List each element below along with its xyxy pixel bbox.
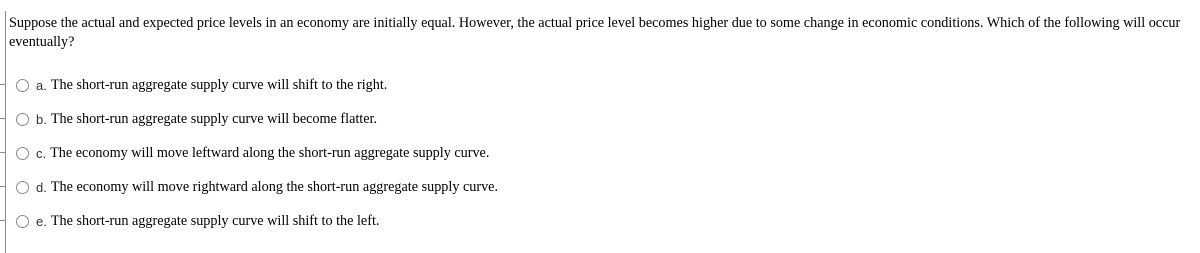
option-a[interactable] (16, 68, 498, 102)
option-text[interactable]: The short-run aggregate supply curve will shift to the right. (50, 76, 388, 93)
option-letter: e. (36, 213, 47, 229)
option-d[interactable] (16, 170, 498, 204)
option-text[interactable]: The economy will move leftward along the short-run aggregate supply curve. (50, 144, 490, 161)
option-letter: c. (36, 145, 47, 161)
option-letter: b. (36, 111, 47, 127)
option-letter: d. (36, 179, 47, 195)
option-text[interactable]: The short-run aggregate supply curve will become flatter. (50, 110, 378, 127)
radio-button-icon[interactable] (16, 147, 29, 160)
option-text[interactable]: The economy will move rightward along the short-run aggregate supply curve. (50, 178, 499, 195)
radio-button-icon[interactable] (16, 113, 29, 126)
question-text: Suppose the actual and expected price levels in an economy are initially equal. However, the actual price level becomes higher due to some change in economic conditions. Which of the following will occur eventually? (9, 15, 1181, 50)
answer-options (16, 68, 498, 238)
option-text[interactable]: The short-run aggregate supply curve will shift to the left. (50, 212, 380, 229)
radio-button-icon[interactable] (16, 215, 29, 228)
question-left-border (5, 11, 6, 253)
option-letter: a. (36, 77, 47, 93)
option-b[interactable] (16, 102, 498, 136)
option-e[interactable] (16, 204, 498, 238)
radio-button-icon[interactable] (16, 79, 29, 92)
radio-button-icon[interactable] (16, 181, 29, 194)
option-c[interactable] (16, 136, 498, 170)
